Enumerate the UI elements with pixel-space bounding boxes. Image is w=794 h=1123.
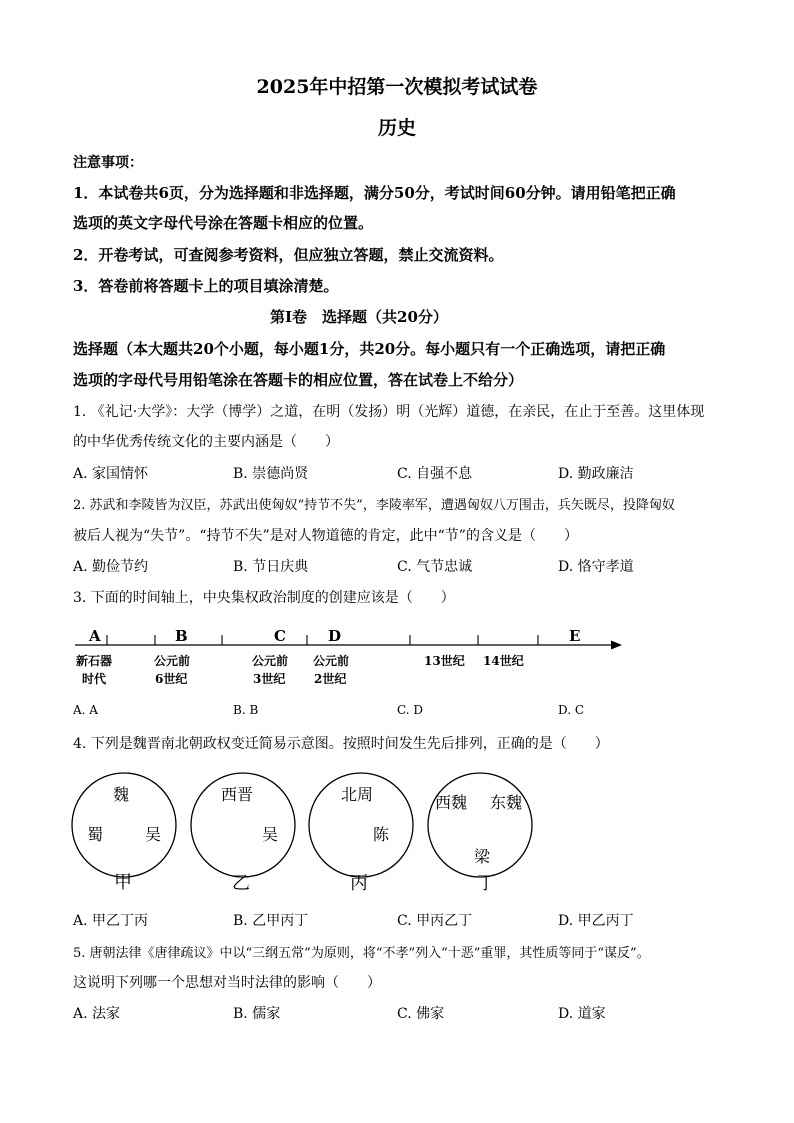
notice-item: 2．开卷考试，可查阅参考资料，但应独立答题，禁止交流资料。 — [73, 246, 504, 264]
timeline-label: 公元前 — [313, 654, 350, 668]
regime-caption: 丙 — [350, 873, 368, 894]
notice-item: 3．答卷前将答题卡上的项目填涂清楚。 — [73, 277, 339, 295]
question-1-option-a: A. 家国情怀 — [73, 466, 149, 482]
exam-title: 2025年中招第一次模拟考试试卷 — [256, 76, 538, 98]
regime-name: 陈 — [373, 825, 390, 844]
timeline-label: 13世纪 — [424, 654, 465, 668]
timeline-label: 公元前 — [252, 654, 289, 668]
timeline-label: 2世纪 — [314, 672, 347, 686]
timeline-figure — [60, 618, 640, 698]
question-4-option-d: D. 甲乙丙丁 — [558, 913, 634, 929]
question-5-option-a: A. 法家 — [73, 1006, 121, 1022]
question-1-option-d: D. 勤政廉洁 — [558, 466, 634, 482]
question-2-stem: 2. 苏武和李陵皆为汉臣，苏武出使匈奴“持节不失”，李陵率军，遭遇匈奴八万围击，兵矢既尽，投降匈奴 — [73, 498, 675, 513]
question-3-option-b: B. B — [233, 703, 259, 717]
timeline-label: 6世纪 — [155, 672, 188, 686]
question-1-stem: 1. 《礼记·大学》：大学（博学）之道，在明（发扬）明（光辉）道德，在亲民，在止于至善。这里体现 — [73, 404, 705, 420]
question-3-option-c: C. D — [397, 703, 424, 717]
timeline-label: 时代 — [82, 672, 107, 686]
section-title: 第Ⅰ卷 选择题（共20分） — [270, 308, 448, 326]
regime-caption: 甲 — [114, 872, 132, 893]
regime-name: 北周 — [341, 785, 374, 804]
question-1-stem: 的中华优秀传统文化的主要内涵是（ ） — [73, 434, 339, 450]
notice-item: 1．本试卷共6页，分为选择题和非选择题，满分50分，考试时间60分钟。请用铅笔把正确 — [73, 184, 676, 202]
regime-name: 魏 — [113, 785, 130, 804]
notice-item: 选项的英文字母代号涂在答题卡相应的位置。 — [73, 214, 374, 232]
regime-name: 吴 — [262, 825, 279, 844]
regime-name: 梁 — [474, 847, 491, 866]
timeline-label: 14世纪 — [483, 654, 524, 668]
question-5-stem: 这说明下列哪一个思想对当时法律的影响（ ） — [73, 975, 381, 991]
question-1-option-c: C. 自强不息 — [397, 466, 473, 482]
question-5-option-c: C. 佛家 — [397, 1006, 445, 1022]
question-2-option-b: B. 节日庆典 — [233, 559, 309, 575]
question-4-option-b: B. 乙甲丙丁 — [233, 913, 309, 929]
section-instructions: 选项的字母代号用铅笔涂在答题卡的相应位置，答在试卷上不给分） — [73, 371, 524, 389]
section-instructions: 选择题（本大题共20个小题，每小题1分，共20分。每小题只有一个正确选项，请把正确 — [73, 340, 666, 358]
question-2-option-c: C. 气节忠诚 — [397, 559, 473, 575]
regime-caption: 丁 — [477, 873, 495, 894]
regime-name: 西魏 — [435, 793, 468, 812]
question-1-option-b: B. 崇德尚贤 — [233, 466, 309, 482]
regime-name: 西晋 — [221, 785, 254, 804]
timeline-label: 3世纪 — [253, 672, 286, 686]
timeline-letter: E — [569, 627, 581, 645]
question-4-option-c: C. 甲丙乙丁 — [397, 913, 473, 929]
timeline-label: 公元前 — [154, 654, 191, 668]
question-3-option-a: A. A — [73, 703, 98, 717]
timeline-letter: B — [175, 627, 188, 645]
question-4-option-a: A. 甲乙丁丙 — [73, 913, 149, 929]
timeline-label: 新石器 — [76, 654, 113, 668]
question-2-option-d: D. 恪守孝道 — [558, 559, 634, 575]
question-3-stem: 3. 下面的时间轴上，中央集权政治制度的创建应该是（ ） — [73, 590, 455, 606]
regime-name: 蜀 — [87, 825, 104, 844]
question-2-stem: 被后人视为“失节”。“持节不失”是对人物道德的肯定，此中“节”的含义是（ ） — [73, 528, 578, 544]
question-3-option-d: D. C — [558, 703, 585, 717]
subject-title: 历史 — [377, 117, 416, 139]
timeline-arrowhead — [611, 641, 622, 650]
regime-name: 吴 — [145, 825, 162, 844]
regime-name: 东魏 — [490, 793, 523, 812]
notice-heading: 注意事项： — [73, 155, 143, 171]
regime-caption: 乙 — [232, 873, 250, 894]
question-2-option-a: A. 勤俭节约 — [73, 559, 149, 575]
question-4-stem: 4. 下列是魏晋南北朝政权变迁简易示意图。按照时间发生先后排列，正确的是（ ） — [73, 736, 609, 752]
timeline-letter: C — [274, 627, 286, 645]
question-5-option-d: D. 道家 — [558, 1006, 606, 1022]
timeline-letter: A — [89, 627, 101, 645]
regime-diagram — [70, 762, 570, 897]
question-5-option-b: B. 儒家 — [233, 1006, 281, 1022]
question-5-stem: 5. 唐朝法律《唐律疏议》中以“三纲五常”为原则，将“不孝”列入“十恶”重罪，其性质等同于“谋反”。 — [73, 946, 650, 961]
timeline-letter: D — [328, 627, 342, 645]
